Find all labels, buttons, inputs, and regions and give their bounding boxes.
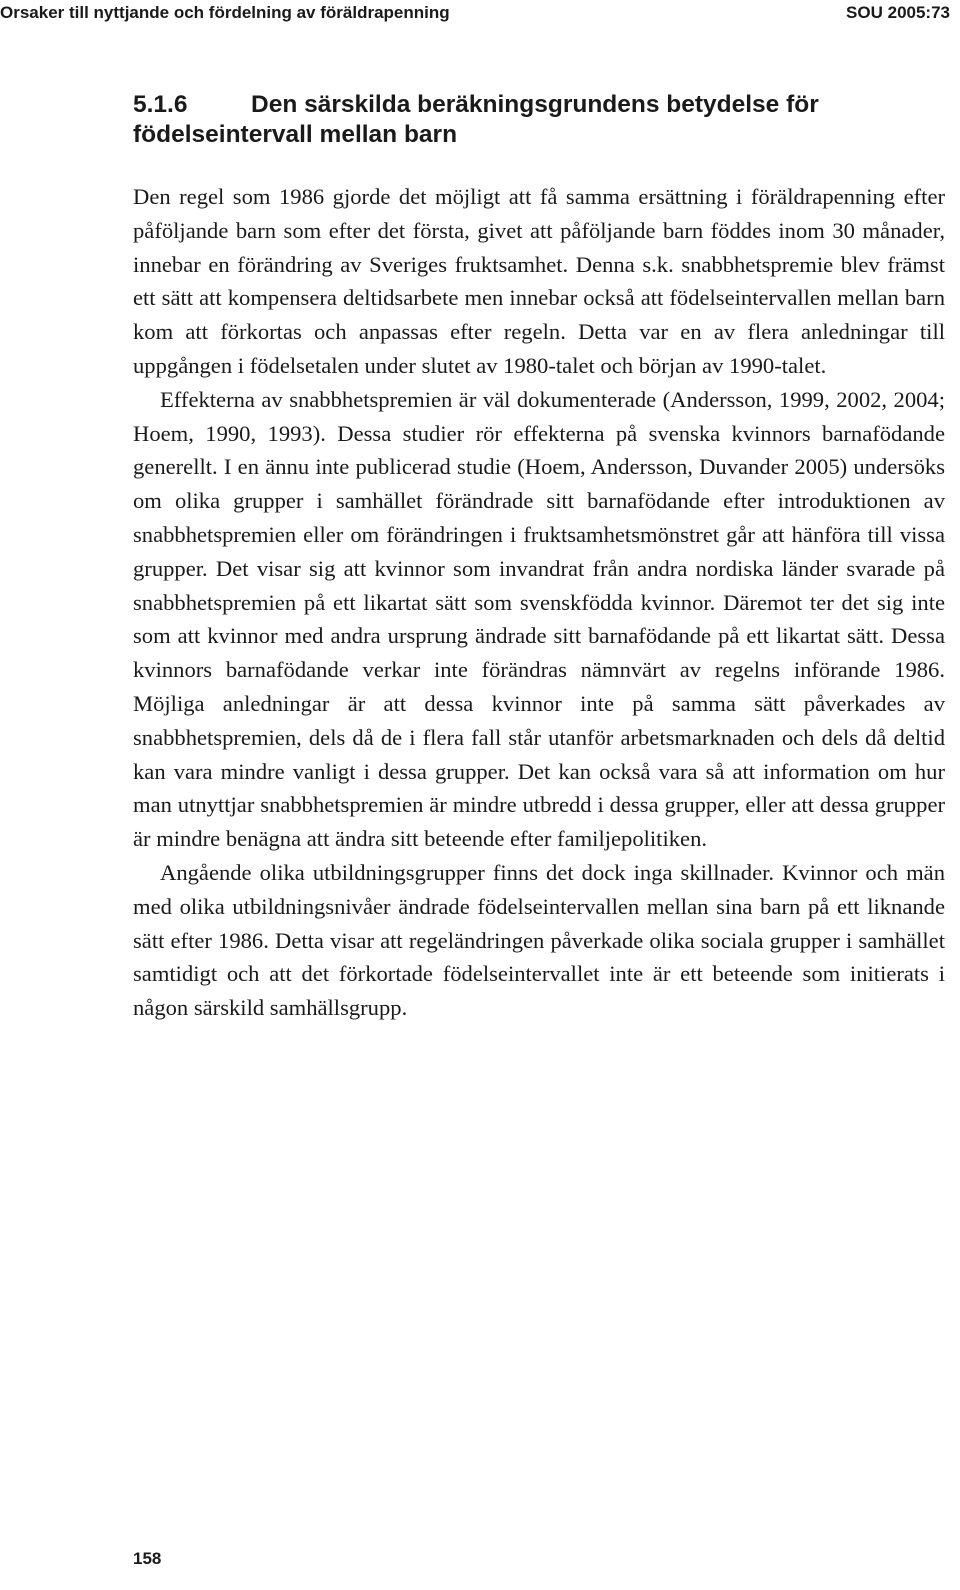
paragraph: Effekterna av snabbhetspremien är väl dokumenterade (Andersson, 1999, 2002, 2004; Hoem, 1990, 1993). Dessa studier rör effekterna på svenska kvinnors barnafödande generellt. I en ännu inte publicerad studie (Hoem, Andersson, Duvander 2005) undersöks om olika grupper i samhället förändrade sitt barnafödande efter introduktionen av snabbhetspremien eller om förändringen i fruktsamhetsmönstret går att hänföra till vissa grupper. Det visar sig att kvinnor som invandrat från andra nordiska länder svarade på snabbhetspremien på ett likartat sätt som svenskfödda kvinnor. Däremot ter det sig inte som att kvinnor med andra ursprung ändrade sitt barnafödande på ett likartat sätt. Dessa kvinnors barnafödande verkar inte förändras nämnvärt av regelns införande 1986. Möjliga anledningar är att dessa kvinnor inte på samma sätt påverkades av snabbhetspremien, dels då de i flera fall står utanför arbetsmarknaden och dels då deltid kan vara mindre vanligt i dessa grupper. Det kan också vara så att information om hur man utnyttjar snabbhetspremien är mindre utbredd i dessa grupper, eller att dessa grupper är mindre benägna att ändra sitt beteende efter familjepolitiken. [133,386,945,852]
section-number: 5.1.6 [133,91,188,118]
section-title-line-1: Den särskilda beräkningsgrundens betydelse för [251,91,819,118]
paragraph: Den regel som 1986 gjorde det möjligt att få samma ersättning i föräldrapenning efter påföljande barn som efter det första, givet att påföljande barn föddes inom 30 månader, innebar en förändring av Sveriges fruktsamhet. Denna s.k. snabbhetspremie blev främst ett sätt att kompensera deltidsarbete men innebar också att födelseintervallen mellan barn kom att förkortas och anpassas efter regeln. Detta var en av flera anledningar till uppgången i födelsetalen under slutet av 1980-talet och början av 1990-talet. [133,184,945,378]
body-text [133,180,945,1025]
page-number: 158 [133,1549,162,1568]
section-title-line-2: födelseintervall mellan barn [133,121,458,148]
paragraph: Angående olika utbildningsgrupper finns det dock inga skillnader. Kvinnor och män med olika utbildningsnivåer ändrade födelseintervallen mellan sina barn på ett liknande sätt efter 1986. Detta visar att regeländringen påverkade olika sociala grupper i samhället samtidigt och att det förkortade födelseintervallet inte är ett beteende som initierats i någon särskild samhällsgrupp. [133,859,945,1021]
running-header-title: Orsaker till nyttjande och fördelning av föräldrapenning [0,3,450,22]
running-header [0,0,960,28]
running-header-report-number: SOU 2005:73 [846,3,950,22]
section-heading [133,90,933,150]
